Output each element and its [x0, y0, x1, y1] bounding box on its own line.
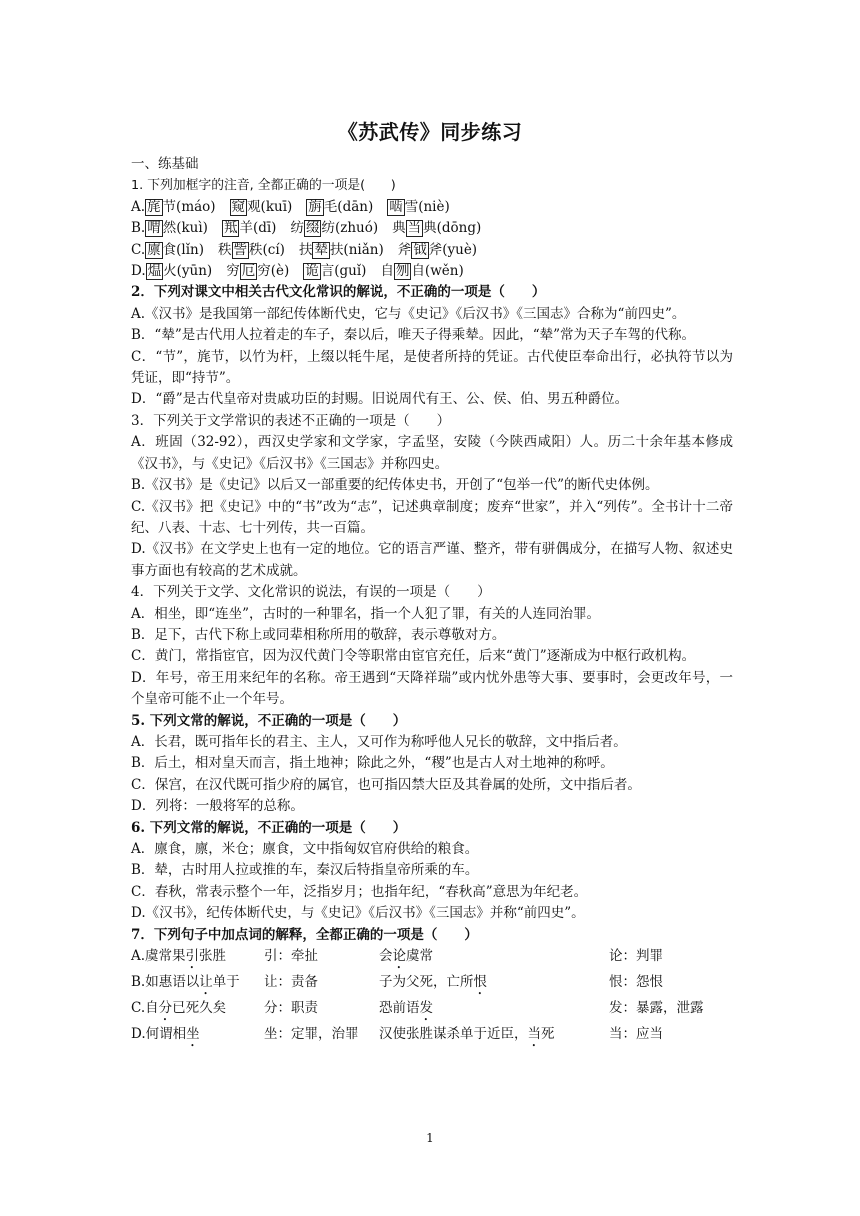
option-word [145, 242, 204, 258]
dotted-word: 当 [527, 1026, 541, 1043]
option-word [146, 263, 213, 279]
sentence-text: 分：职责 [264, 1000, 318, 1017]
option-word [387, 199, 450, 215]
word-char: 纺 [290, 220, 304, 237]
question-1-option [131, 261, 733, 282]
option-word [303, 263, 366, 279]
sentence-1 [131, 972, 264, 998]
sentence-text: 恨：怨恨 [609, 974, 663, 991]
pinyin: 自(wěn) [411, 263, 464, 280]
question-7-row [131, 998, 733, 1024]
option-word [299, 242, 384, 258]
dotted-word: 坐 [186, 1026, 200, 1043]
boxed-char: 喟 [147, 220, 161, 237]
sentence-text: 引：牵扯 [264, 948, 318, 965]
boxed-char: 訾 [233, 241, 248, 258]
option-word [290, 220, 378, 236]
sentence-text: 发：暴露，泄露 [609, 1000, 704, 1017]
pinyin: 火(yūn) [163, 263, 213, 280]
question-5-option-c: C．保宫，在汉代既可指少府的属官，也可指囚禁大臣及其眷属的处所，文中指后者。 [131, 776, 641, 793]
boxed-char: 缀 [305, 220, 320, 237]
question-7-options-table [131, 946, 733, 1050]
dotted-word: 让 [199, 974, 213, 991]
document-title: 《苏武传》同步练习 [337, 120, 523, 144]
page-number: 1 [426, 1131, 434, 1145]
sentence-text: 论：判罪 [609, 948, 663, 965]
question-3-option-a: A．班固（32-92），西汉史学家和文学家，字孟坚，安陵（今陕西咸阳）人。历二十余年基本修成《汉书》，与《史记》《后汉书》《三国志》并称四史。 [131, 434, 733, 472]
question-4-option-d: D．年号，帝王用来纪年的名称。帝王遇到“天降祥瑞”或内忧外患等大事、要事时，会更改年号，一个皇帝可能不止一个年号。 [131, 669, 733, 708]
question-4-option-c: C．黄门，常指宦官，因为汉代黄门令等职常由宦官充任，后来“黄门”逐渐成为中枢行政机构。 [131, 648, 696, 665]
option-label: C. [131, 241, 146, 258]
option-word [145, 199, 216, 215]
sentence-text: 虞常 [406, 948, 433, 965]
option-word [230, 199, 293, 215]
question-1-option [131, 218, 733, 239]
question-2-option-b: B．“辇”是古代用人拉着走的车子，秦以后，唯天子得乘辇。因此，“辇”常为天子车驾的代称。 [131, 327, 696, 344]
definition-1 [264, 998, 379, 1024]
option-word [306, 199, 373, 215]
boxed-char: 厄 [241, 263, 256, 280]
option-word [226, 263, 289, 279]
boxed-char: 诡 [305, 263, 319, 280]
pinyin: 然(kuì) [162, 220, 208, 237]
question-4-stem: 4．下列关于文学、文化常识的说法，有误的一项是（ ） [131, 584, 491, 601]
sentence-text: A.虞常果 [131, 948, 186, 965]
pinyin: 雪(niè) [404, 198, 450, 215]
sentence-2 [379, 998, 609, 1024]
word-char: 穷 [226, 263, 240, 280]
sentence-2 [379, 946, 609, 972]
question-5-option-d: D．列将：一般将军的总称。 [131, 798, 304, 815]
question-7-row [131, 1024, 733, 1050]
question-6-option-d: D.《汉书》，纪传体断代史，与《史记》《后汉书》《三国志》并称“前四史”。 [131, 905, 585, 922]
dotted-word: 分 [158, 1000, 173, 1017]
option-word [398, 242, 477, 258]
word-char: 斧 [397, 241, 412, 258]
question-4-option-a: A．相坐，即“连坐”，古时的一种罪名，指一个人犯了罪，有关的人连同治罪。 [131, 605, 601, 622]
question-2-stem: 2．下列对课文中相关古代文化常识的解说，不正确的一项是（ ） [131, 284, 546, 301]
definition-1 [264, 946, 379, 972]
dotted-word: 恨 [473, 974, 487, 991]
boxed-char: 旃 [308, 198, 322, 215]
question-6-stem: 6. 下列文常的解说，不正确的一项是（ ） [131, 819, 407, 836]
boxed-char: 当 [407, 220, 422, 237]
boxed-char: 煴 [147, 263, 162, 280]
sentence-text: 坐：定罪，治罪 [264, 1026, 359, 1043]
dotted-word: 引 [185, 948, 200, 965]
sentence-text: D.何谓相 [131, 1026, 187, 1043]
option-word [222, 220, 277, 236]
dotted-word: 论 [392, 948, 406, 965]
sentence-2 [379, 1024, 609, 1050]
boxed-char: 窥 [231, 198, 246, 215]
boxed-char: 啮 [389, 198, 403, 215]
boxed-char: 刎 [395, 263, 410, 280]
sentence-text: B.如惠语以 [131, 974, 200, 991]
document-body [131, 154, 733, 1050]
question-1-stem: 1. 下列加框字的注音, 全都正确的一项是( ) [131, 178, 396, 194]
sentence-text: 子为父死，亡所 [379, 974, 474, 991]
pinyin: 扶(niǎn) [329, 241, 384, 258]
pinyin: 言(guǐ) [320, 263, 367, 280]
option-label: D. [131, 263, 146, 280]
question-6-option-a: A．廪食，廪，米仓；廪食，文中指匈奴官府供给的粮食。 [131, 841, 479, 857]
word-char: 扶 [298, 241, 313, 258]
question-3-option-b: B.《汉书》是《史记》以后又一部重要的纪传体史书，开创了“包举一代”的断代史体例。 [131, 477, 659, 494]
sentence-2 [379, 972, 609, 998]
question-6-option-b: B．辇，古时用人拉或推的车，秦汉后特指皇帝所乘的车。 [131, 862, 479, 879]
option-word [380, 263, 463, 279]
option-word [392, 220, 481, 236]
pinyin: 穷(è) [257, 263, 290, 280]
pinyin: 羊(dī) [239, 220, 277, 237]
pinyin: 斧(yuè) [428, 241, 478, 258]
sentence-text: 单于 [212, 974, 240, 991]
boxed-char: 廪 [147, 241, 161, 258]
definition-2 [609, 972, 733, 998]
sentence-text: 汉使张胜谋杀单于近臣， [379, 1026, 528, 1043]
question-4-option-b: B．足下，古代下称上或同辈相称所用的敬辞，表示尊敬对方。 [131, 626, 506, 643]
word-char: 自 [380, 263, 394, 280]
question-2-option-d: D．“爵”是古代皇帝对贵戚功臣的封赐。旧说周代有王、公、侯、伯、男五种爵位。 [131, 391, 629, 408]
sentence-text: C.自 [131, 1000, 159, 1017]
pinyin: 典(dōng) [423, 220, 482, 237]
option-word [145, 220, 208, 236]
question-1-options [131, 197, 733, 283]
sentence-text: 会 [379, 948, 393, 965]
dotted-word: 发 [419, 1000, 433, 1017]
pinyin: 毛(dān) [323, 198, 374, 215]
option-label: B. [131, 220, 146, 237]
boxed-char: 旄 [147, 198, 161, 215]
pinyin: 节(máo) [162, 198, 216, 215]
question-2-option-c: C．“节”，旄节，以竹为杆，上缀以牦牛尾，是使者所持的凭证。古代使臣奉命出行，必执符节以为凭证，即“持节”。 [131, 348, 733, 387]
definition-2 [609, 1024, 733, 1050]
question-7-stem: 7．下列句子中加点词的解释，全都正确的一项是（ ） [131, 926, 478, 943]
sentence-text: 恐前语 [379, 1000, 420, 1017]
sentence-1 [131, 1024, 264, 1050]
sentence-text: 死 [541, 1026, 555, 1043]
question-1-option [131, 197, 733, 218]
definition-2 [609, 998, 733, 1024]
pinyin: 观(kuī) [247, 198, 293, 215]
sentence-1 [131, 946, 264, 972]
question-1-option [131, 240, 733, 261]
definition-1 [264, 1024, 379, 1050]
word-char: 秩 [218, 241, 232, 258]
question-7-row [131, 946, 733, 972]
question-2-option-a: A.《汉书》是我国第一部纪传体断代史，它与《史记》《后汉书》《三国志》合称为“前四史”。 [131, 305, 686, 322]
question-3-stem: 3．下列关于文学常识的表述不正确的一项是（ ） [131, 412, 451, 429]
section-heading: 一、练基础 [131, 156, 199, 172]
boxed-char: 辇 [314, 241, 328, 258]
boxed-char: 羝 [223, 220, 238, 237]
question-3-option-d: D.《汉书》在文学史上也有一定的地位。它的语言严谨、整齐，带有骈偶成分，在描写人物、叙述史事方面也有较高的艺术成就。 [131, 541, 733, 579]
pinyin: 秩(cí) [249, 241, 285, 258]
sentence-text: 张胜 [199, 948, 227, 965]
boxed-char: 钺 [413, 241, 427, 258]
pinyin: 纺(zhuó) [321, 220, 379, 237]
option-label: A. [131, 198, 146, 215]
sentence-1 [131, 998, 264, 1024]
question-7-row [131, 972, 733, 998]
sentence-text: 当：应当 [609, 1026, 663, 1043]
question-5-stem: 5. 下列文常的解说，不正确的一项是（ ） [131, 712, 407, 729]
sentence-text: 让：责备 [264, 974, 318, 991]
question-6-option-c: C．春秋，常表示整个一年，泛指岁月；也指年纪，“春秋高”意思为年纪老。 [131, 883, 588, 900]
word-char: 典 [392, 220, 406, 237]
option-word [218, 242, 285, 258]
pinyin: 食(lǐn) [162, 241, 205, 258]
question-5-option-b: B．后土，相对皇天而言，指土地神；除此之外，“稷”也是古人对土地神的称呼。 [131, 755, 614, 772]
definition-2 [609, 946, 733, 972]
question-5-option-a: A．长君，既可指年长的君主、主人，又可作为称呼他人兄长的敬辞，文中指后者。 [131, 733, 627, 750]
question-3-option-c: C.《汉书》把《史记》中的“书”改为“志”，记述典章制度；废弃“世家”，并入“列传”。全书计十二帝纪、八表、十志、七十列传，共一百篇。 [131, 498, 733, 536]
sentence-text: 已死久矣 [172, 1000, 227, 1017]
definition-1 [264, 972, 379, 998]
